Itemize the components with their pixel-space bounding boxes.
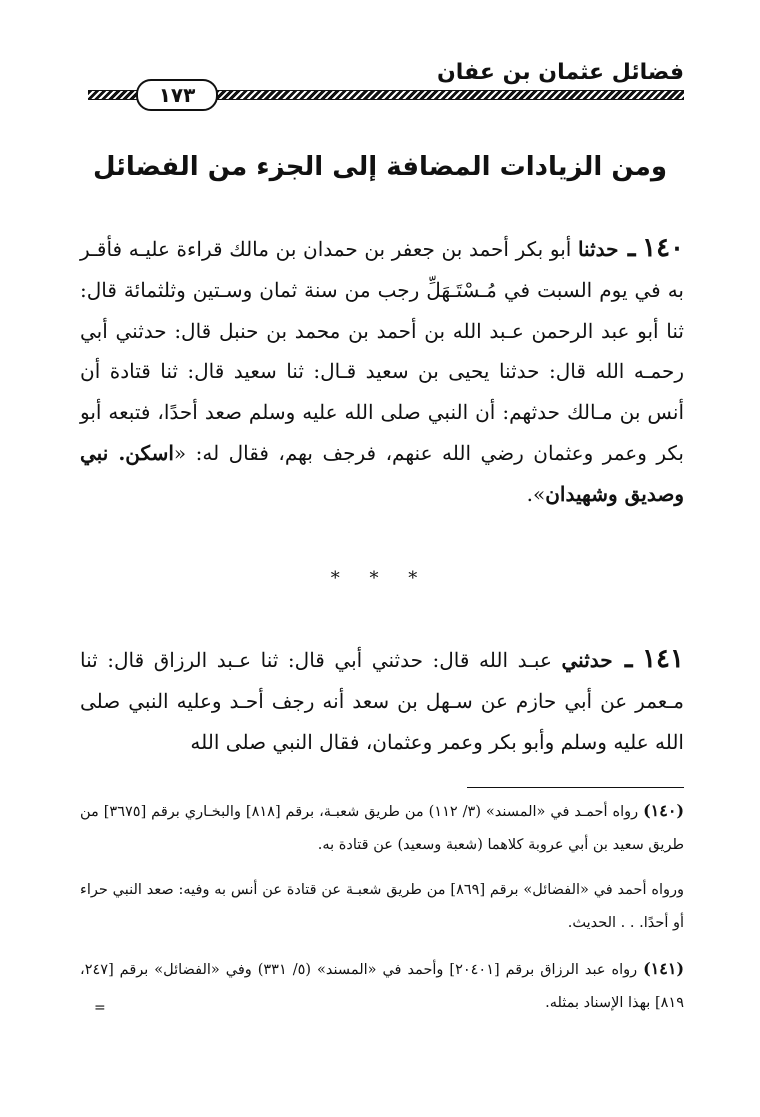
footnote-140 [80, 794, 684, 862]
hadith-141: ١٤١ ـ حدثني عبـد الله قال: حدثني أبي قال: ثنا عـبد الرزاق قال: ثنا مـعمر عن أبي حازم عن سـهل بن سعد أنه رجف أحـد وعليه النبي صلى الله عليه وسلم وأبو بكر وعمر وعثمان، فقال النبي صلى الله [80, 644, 684, 754]
footnote-text: ورواه أحمد في «الفضائل» برقم [٨٦٩] من طريق شعبـة عن قتادة عن أنس به وفيه: صعد النبي حراء أو أحدًا. . . الحديث. [80, 882, 684, 931]
hadith-quote: اسكن. نبي وصديق وشهيدان [80, 440, 684, 506]
hadith-text: أبو بكر أحمد بن جعفر بن حمدان بن مالك قراءة عليـه فأقـر به في يوم السبت في مُـسْتَـهَلِّ رجب من سنة ثمان وسـتين وثلثمائة قال: ثنا أبو عبد الرحمن عـبد الله بن أحمد بن محمد بن حنبل قال: حدثني أبي رحمـه الله قال: حدثنا يحيى بن سعيد قـال: ثنا سعيد قال: ثنا قتادة أن أنس بن مـالك حدثهم: أن النبي صلى الله عليه وسلم صعد أحدًا، فتبعه أبو بكر وعمر وعثمان رضي الله عنهم، فرجف بهم، فقال له: « [80, 237, 685, 465]
hadith-number: ١٤١ [642, 644, 684, 674]
running-header [88, 60, 684, 110]
hadith-end: ». [526, 481, 546, 506]
hadith-intro: حدثنا [577, 237, 619, 261]
footnote-text: رواه عبد الرزاق برقم [٢٠٤٠١] وأحمد في «المسند» (٥/ ٣٣١) وفي «الفضائل» برقم [٢٤٧، ٨١٩] بهذا الإسناد بمثله. [80, 962, 684, 1011]
hadith-140: ١٤٠ ـ حدثنا أبو بكر أحمد بن جعفر بن حمدان بن مالك قراءة عليـه فأقـر به في يوم السبت في مُـسْتَـهَلِّ رجب من سنة ثمان وسـتين وثلثمائة قال: ثنا أبو عبد الرحمن عـبد الله بن أحمد بن محمد بن حنبل قال: حدثني أبي رحمـه الله قال: حدثنا يحيى بن سعيد قـال: ثنا سعيد قال: ثنا قتادة أن أنس بن مـالك حدثهم: أن النبي صلى الله عليه وسلم صعد أحدًا، فتبعه أبو بكر وعمر وعثمان رضي الله عنهم، فرجف بهم، فقال له: «اسكن. نبي وصديق وشهيدان». [80, 233, 685, 506]
footnote-number: (١٤١) [643, 959, 685, 978]
page-number: ١٧٣ [136, 79, 218, 111]
footnote-rule [467, 787, 684, 788]
hadith-intro: حدثني [561, 648, 613, 672]
footnote-140-continued [80, 874, 684, 940]
footnote-number: (١٤٠) [643, 801, 685, 820]
book-title: فضائل عثمان بن عفان [437, 60, 684, 85]
section-heading: ومن الزيادات المضافة إلى الجزء من الفضائل [92, 152, 668, 182]
hadith-number: ١٤٠ [642, 233, 685, 263]
continuation-mark: = [94, 1000, 106, 1016]
asterisk-separator: * * * [330, 568, 430, 589]
footnote-141 [80, 952, 684, 1020]
hadith-text: عبـد الله قال: حدثني أبي قال: ثنا عـبد الرزاق قال: ثنا مـعمر عن أبي حازم عن سـهل بن سعد أنه رجف أحـد وعليه النبي صلى الله عليه وسلم وأبو بكر وعمر وعثمان، فقال النبي صلى الله [80, 648, 684, 754]
footnote-text: رواه أحمـد في «المسند» (٣/ ١١٢) من طريق شعبـة، برقم [٨١٨] والبخـاري برقم [٣٦٧٥] من طريق سعيد بن أبي عروبة كلاهما (شعبة وسعيد) عن قتادة به. [80, 804, 684, 853]
